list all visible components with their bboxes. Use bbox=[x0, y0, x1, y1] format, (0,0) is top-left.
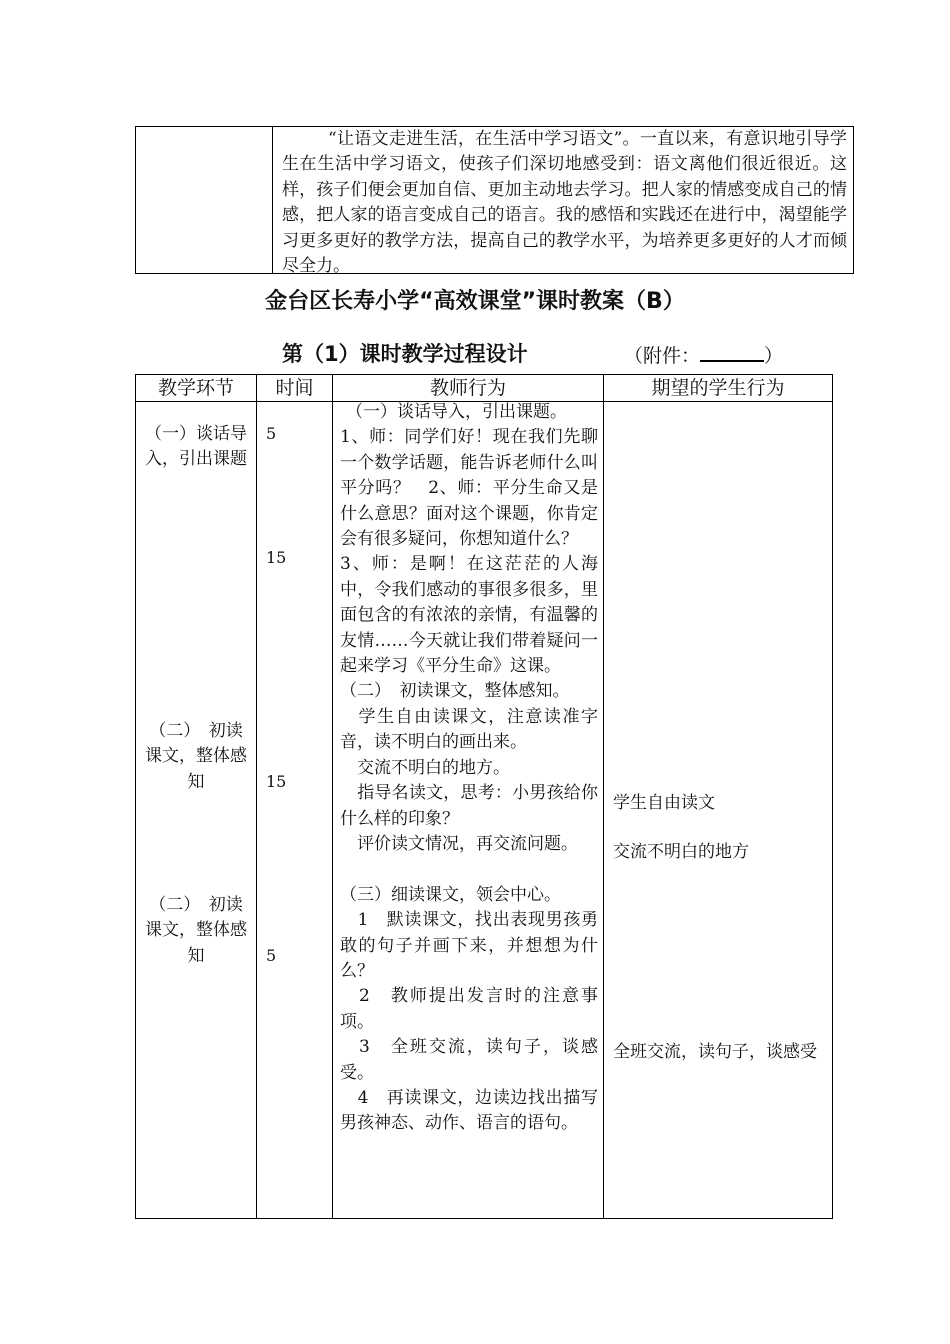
teacher-line-10: 1 默读课文，找出表现男孩勇敢的句子并画下来，并想想为什么？ bbox=[340, 910, 598, 981]
reflection-text: “让语文走进生活，在生活中学习语文”。一直以来，有意识地引导学生在生活中学习语文，使孩子们深切地感受到：语文离他们很近很近。这样，孩子们便会更加自信、更加主动地去学习。把人家的情感变成自己的情感，把人家的语言变成自己的语言。我的感悟和实践还在进行中，渴望能学习更多更好的教学方法，提高自己的教学水平，为培养更多更好的人才而倾尽全力。 bbox=[282, 129, 847, 277]
teacher-line-4: （二） 初读课文，整体感知。 bbox=[340, 681, 570, 702]
attachment-blank bbox=[700, 342, 764, 362]
teacher-line-12: 3 全班交流，读句子，谈感受。 bbox=[340, 1037, 598, 1083]
attachment-label: （附件： bbox=[624, 345, 701, 367]
table-left-border bbox=[135, 374, 136, 1219]
student-action-2: 交流不明白的地方 bbox=[613, 842, 749, 862]
header-time: 时间 bbox=[275, 377, 314, 399]
stage-cell-1: （一）谈话导入，引出课题 bbox=[145, 424, 247, 470]
table-bottom-border bbox=[135, 1218, 833, 1219]
teacher-line-6: 交流不明白的地方。 bbox=[340, 757, 510, 778]
time-cell-2: 15 bbox=[266, 548, 287, 567]
student-action-1: 学生自由读文 bbox=[613, 793, 715, 813]
header-student: 期望的学生行为 bbox=[651, 377, 785, 399]
table-col-divider-3 bbox=[603, 374, 604, 1219]
header-stage: 教学环节 bbox=[157, 377, 234, 399]
time-cell-1: 5 bbox=[266, 424, 277, 443]
teacher-actions bbox=[340, 400, 598, 1137]
teacher-spacer bbox=[340, 857, 598, 882]
teacher-line-3: 3、师：是啊！在这茫茫的人海中，令我们感动的事很多很多，里面包含的有浓浓的亲情，有温馨的友情……今天就让我们带着疑问一起来学习《平分生命》这课。 bbox=[340, 554, 598, 677]
teacher-line-9: （三）细读课文，领会中心。 bbox=[340, 884, 561, 905]
time-cell-3: 15 bbox=[266, 772, 287, 791]
teacher-line-13: 4 再读课文，边读边找出描写男孩神态、动作、语言的语句。 bbox=[340, 1087, 598, 1134]
section-subtitle: 第（1）课时教学过程设计 bbox=[282, 342, 528, 366]
teacher-line-1: （一）谈话导入，引出课题。 bbox=[346, 402, 567, 422]
table-col-divider-1 bbox=[256, 374, 257, 1219]
reflection-table-left-border bbox=[135, 126, 136, 274]
header-teacher: 教师行为 bbox=[429, 377, 506, 399]
reflection-table-divider bbox=[272, 126, 273, 274]
document-title: 金台区长寿小学“高效课堂”课时教案（B） bbox=[265, 289, 685, 314]
teacher-line-7: 指导名读文，思考：小男孩给你什么样的印象？ bbox=[340, 783, 598, 829]
teacher-line-2: 1、师：同学们好！现在我们先聊一个数学话题，能告诉老师什么叫平分吗？ 2、师：平分生命又是什么意思？面对这个课题，你肯定会有很多疑问，你想知道什么？ bbox=[340, 427, 598, 550]
teacher-line-8: 评价读文情况，再交流问题。 bbox=[340, 833, 578, 854]
student-action-3: 全班交流，读句子，谈感受 bbox=[613, 1042, 817, 1062]
attachment-field bbox=[624, 341, 783, 368]
teacher-line-5: 学生自由读课文，注意读准字音，读不明白的画出来。 bbox=[340, 706, 598, 753]
stage-cell-2: （二） 初读课文，整体感知 bbox=[145, 721, 247, 792]
time-cell-4: 5 bbox=[266, 946, 277, 965]
table-col-divider-2 bbox=[332, 374, 333, 1219]
table-right-border bbox=[832, 374, 833, 1219]
stage-cell-3: （二） 初读课文，整体感知 bbox=[145, 895, 247, 966]
reflection-table-right-border bbox=[853, 126, 854, 274]
teacher-line-11: 2 教师提出发言时的注意事项。 bbox=[340, 986, 598, 1032]
attachment-close: ） bbox=[764, 345, 784, 367]
